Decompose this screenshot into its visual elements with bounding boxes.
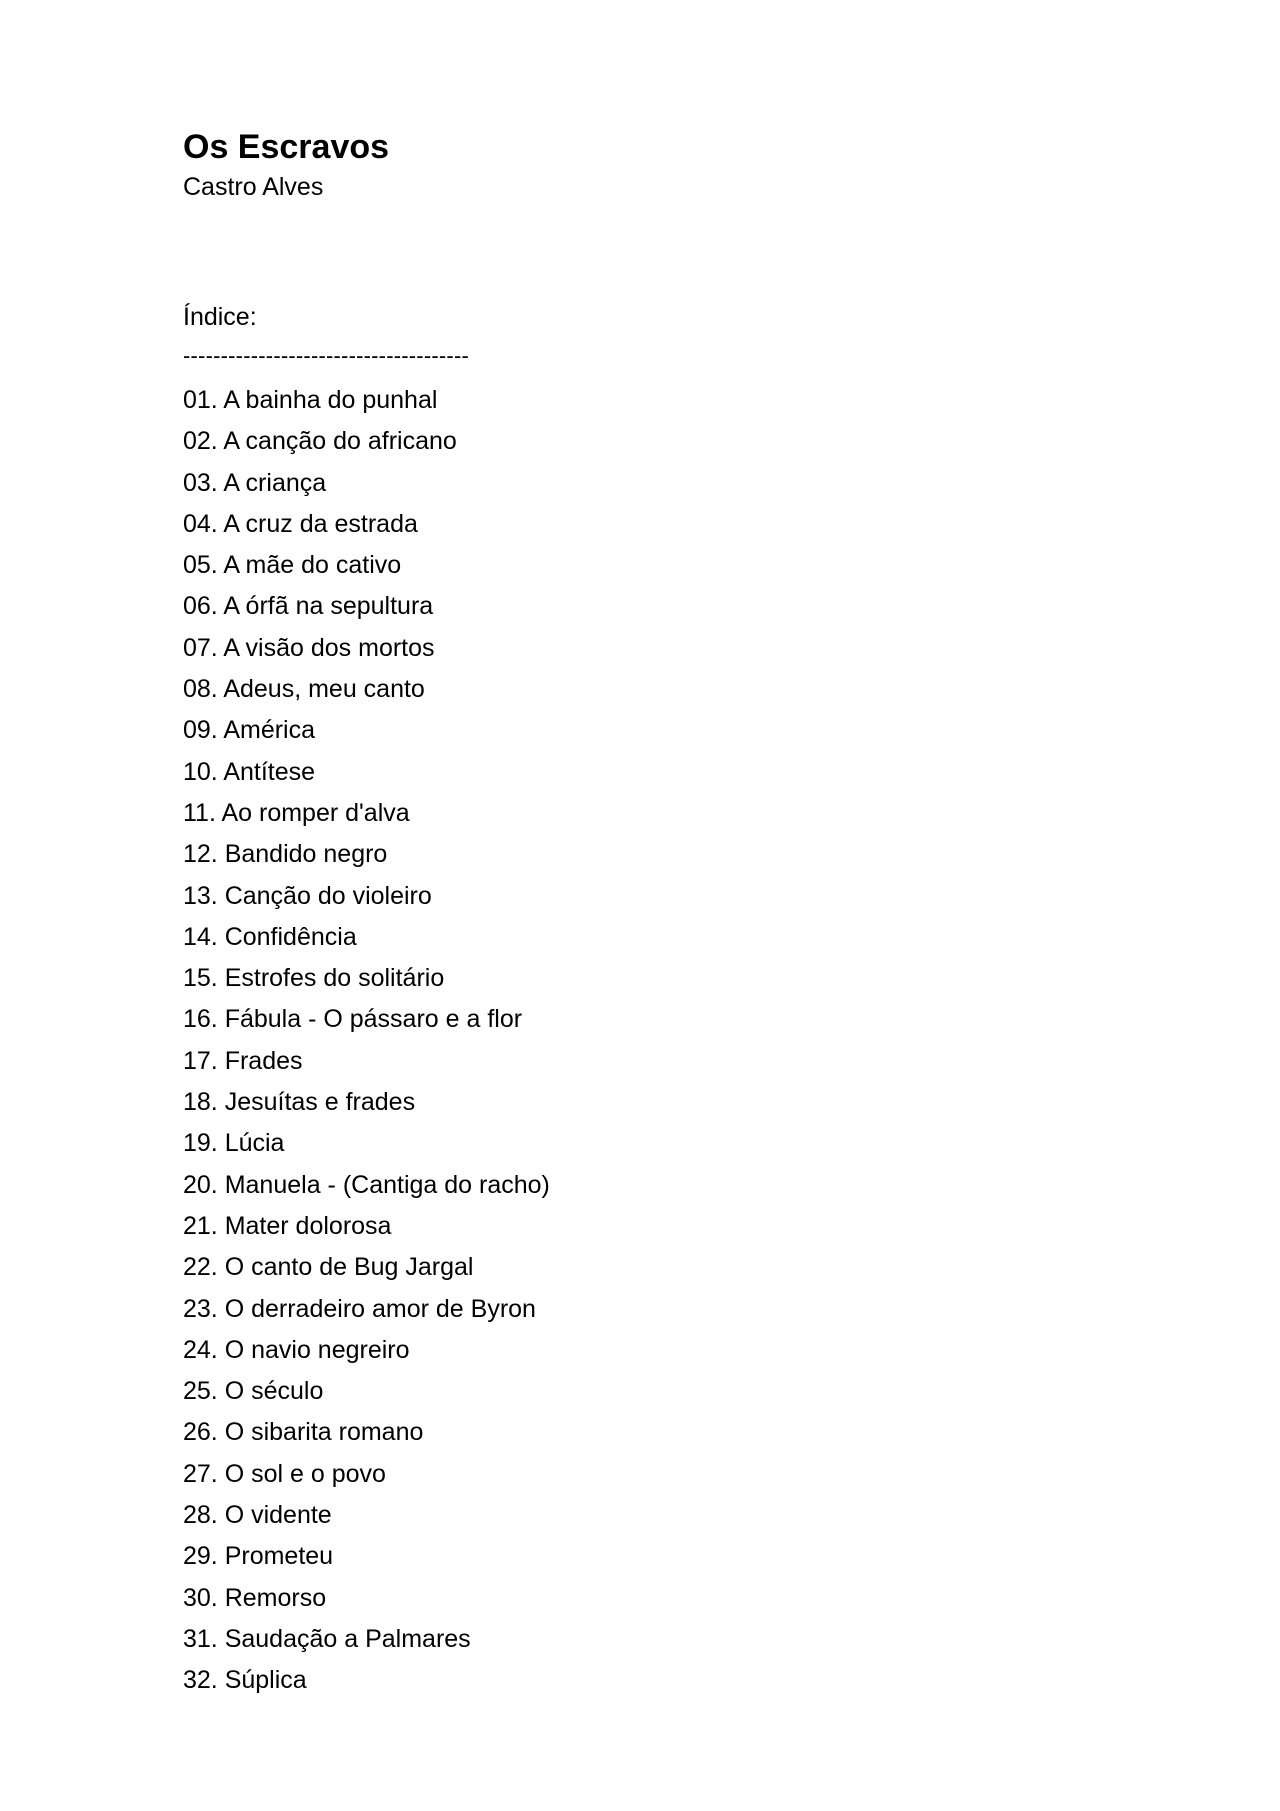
- index-heading: Índice:: [183, 303, 257, 331]
- toc-item: 06. A órfã na sepultura: [183, 592, 434, 621]
- index-separator: --------------------------------------: [183, 343, 469, 368]
- toc-item: 21. Mater dolorosa: [183, 1211, 392, 1240]
- toc-item: 18. Jesuítas e frades: [183, 1088, 416, 1117]
- toc-item: 05. A mãe do cativo: [183, 551, 402, 580]
- toc-item: 30. Remorso: [183, 1583, 327, 1612]
- toc-item: 23. O derradeiro amor de Byron: [183, 1294, 536, 1323]
- toc-item: 01. A bainha do punhal: [183, 386, 438, 414]
- toc-item: 22. O canto de Bug Jargal: [183, 1253, 474, 1282]
- toc-item: 31. Saudação a Palmares: [183, 1624, 471, 1653]
- toc-item: 09. América: [183, 716, 316, 745]
- table-of-contents: [183, 380, 550, 1702]
- document-author: Castro Alves: [183, 173, 324, 201]
- toc-item: 08. Adeus, meu canto: [183, 675, 425, 704]
- toc-item: 20. Manuela - (Cantiga do racho): [183, 1170, 550, 1199]
- toc-item: 24. O navio negreiro: [183, 1335, 410, 1364]
- toc-item: 11. Ao romper d'alva: [183, 798, 410, 827]
- toc-item: 14. Confidência: [183, 922, 357, 951]
- toc-item: 03. A criança: [183, 468, 327, 497]
- toc-item: 17. Frades: [183, 1046, 303, 1075]
- toc-item: 13. Canção do violeiro: [183, 881, 432, 910]
- toc-item: 07. A visão dos mortos: [183, 633, 435, 662]
- document-title: Os Escravos: [183, 128, 390, 166]
- toc-item: 26. O sibarita romano: [183, 1418, 424, 1447]
- toc-item: 32. Súplica: [183, 1666, 307, 1695]
- toc-item: 29. Prometeu: [183, 1542, 334, 1571]
- toc-item: 28. O vidente: [183, 1501, 332, 1530]
- toc-item: 10. Antítese: [183, 757, 316, 786]
- toc-item: 04. A cruz da estrada: [183, 509, 418, 538]
- toc-item: 19. Lúcia: [183, 1129, 285, 1158]
- toc-item: 25. O século: [183, 1377, 324, 1406]
- toc-item: 02. A canção do africano: [183, 427, 457, 456]
- toc-item: 27. O sol e o povo: [183, 1459, 386, 1488]
- toc-item: 16. Fábula - O pássaro e a flor: [183, 1005, 523, 1034]
- toc-item: 15. Estrofes do solitário: [183, 964, 445, 993]
- toc-item: 12. Bandido negro: [183, 840, 388, 869]
- document-page: [183, 124, 1183, 1695]
